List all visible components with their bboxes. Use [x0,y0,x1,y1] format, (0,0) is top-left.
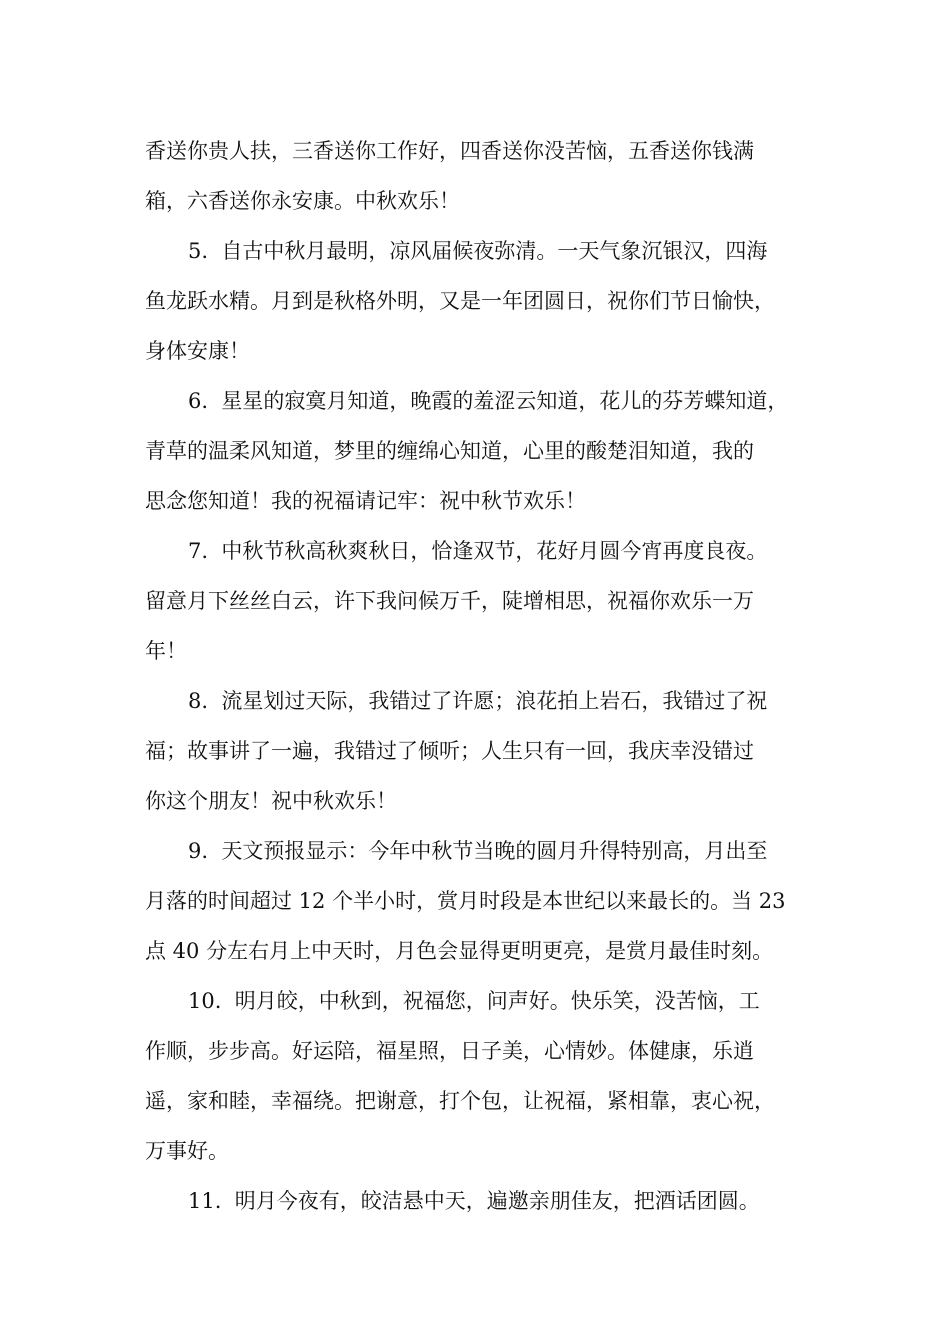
text-line: 作顺，步步高。好运陪，福星照，日子美，心情妙。体健康，乐逍 [145,1039,754,1063]
text-line: 你这个朋友！祝中秋欢乐！ [145,789,397,813]
paragraph-6-line: 6. 星星的寂寞月知道，晚霞的羞涩云知道，花儿的芬芳蝶知道， [188,389,789,413]
text-line: 点 40 分左右月上中天时，月色会显得更明更亮，是赏月最佳时刻。 [145,939,774,963]
paragraph-5-line: 5. 自古中秋月最明，凉风届候夜弥清。一天气象沉银汉，四海 [188,239,768,263]
paragraph-10-line: 10. 明月皎，中秋到，祝福您，问声好。快乐笑，没苦恼，工 [188,989,760,1013]
text-line: 鱼龙跃水精。月到是秋格外明，又是一年团圆日，祝你们节日愉快， [145,289,775,313]
text-line: 月落的时间超过 12 个半小时，赏月时段是本世纪以来最长的。当 23 [145,889,786,913]
text-line: 箱，六香送你永安康。中秋欢乐！ [145,189,460,213]
text-line: 福；故事讲了一遍，我错过了倾听；人生只有一回，我庆幸没错过 [145,739,754,763]
text-line: 青草的温柔风知道，梦里的缠绵心知道，心里的酸楚泪知道，我的 [145,439,754,463]
text-line: 万事好。 [145,1139,229,1163]
text-line: 香送你贵人扶，三香送你工作好，四香送你没苦恼，五香送你钱满 [145,139,754,163]
paragraph-7-line: 7. 中秋节秋高秋爽秋日，恰逢双节，花好月圆今宵再度良夜。 [188,539,768,563]
paragraph-8-line: 8. 流星划过天际，我错过了许愿；浪花拍上岩石，我错过了祝 [188,689,768,713]
text-line: 身体安康！ [145,339,250,363]
paragraph-9-line: 9. 天文预报显示：今年中秋节当晚的圆月升得特别高，月出至 [188,839,768,863]
text-line: 思念您知道！我的祝福请记牢：祝中秋节欢乐！ [145,489,586,513]
text-line: 年！ [145,639,187,663]
paragraph-11-line: 11. 明月今夜有，皎洁悬中天，遍邀亲朋佳友，把酒话团圆。 [188,1189,760,1213]
text-line: 遥，家和睦，幸福绕。把谢意，打个包，让祝福，紧相靠，衷心祝， [145,1089,775,1113]
text-line: 留意月下丝丝白云，许下我问候万千，陡增相思，祝福你欢乐一万 [145,589,754,613]
